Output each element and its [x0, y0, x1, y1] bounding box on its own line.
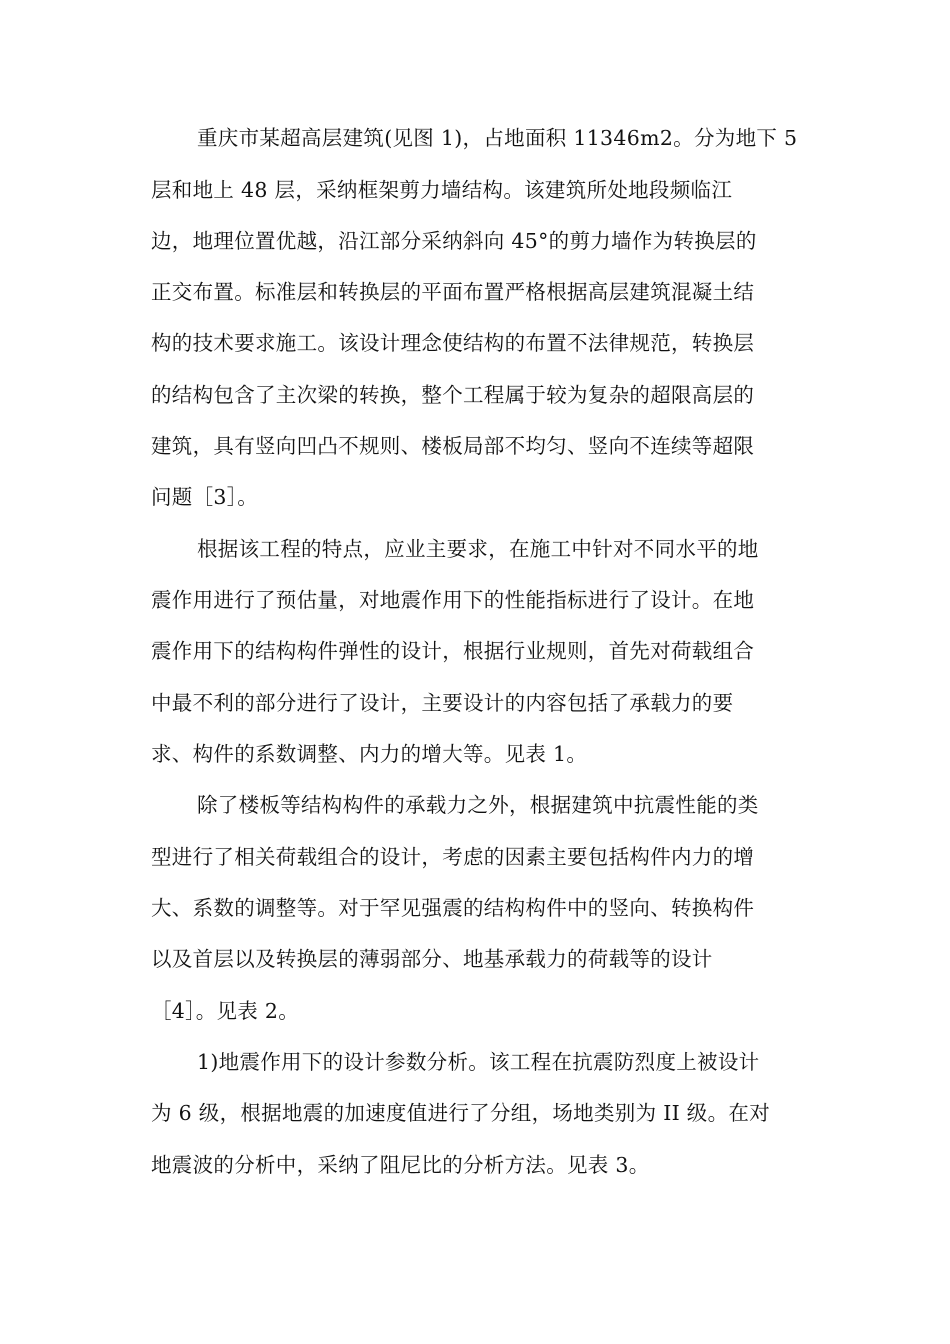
paragraph-1-line-8: 问题［3］。 [151, 485, 259, 509]
paragraph-3-line-1: 除了楼板等结构构件的承载力之外，根据建筑中抗震性能的类 [197, 793, 759, 817]
paragraph-2-line-2: 震作用进行了预估量，对地震作用下的性能指标进行了设计。在地 [151, 588, 755, 612]
paragraph-4-line-3: 地震波的分析中，采纳了阻尼比的分析方法。见表 3。 [151, 1153, 650, 1177]
paragraph-2-line-1: 根据该工程的特点，应业主要求，在施工中针对不同水平的地 [197, 537, 759, 561]
paragraph-3-line-4: 以及首层以及转换层的薄弱部分、地基承载力的荷载等的设计 [151, 947, 713, 971]
paragraph-2-line-4: 中最不利的部分进行了设计，主要设计的内容包括了承载力的要 [151, 691, 734, 715]
paragraph-2-line-5: 求、构件的系数调整、内力的增大等。见表 1。 [151, 742, 588, 766]
paragraph-1-line-5: 构的技术要求施工。该设计理念使结构的布置不法律规范，转换层 [151, 331, 755, 355]
paragraph-3-line-2: 型进行了相关荷载组合的设计，考虑的因素主要包括构件内力的增 [151, 845, 755, 869]
paragraph-1-line-3: 边，地理位置优越，沿江部分采纳斜向 45°的剪力墙作为转换层的 [151, 229, 757, 253]
paragraph-2-line-3: 震作用下的结构构件弹性的设计，根据行业规则，首先对荷载组合 [151, 639, 755, 663]
paragraph-1-line-1: 重庆市某超高层建筑(见图 1)，占地面积 11346m2。分为地下 5 [197, 126, 798, 150]
paragraph-1-line-7: 建筑，具有竖向凹凸不规则、楼板局部不均匀、竖向不连续等超限 [151, 434, 755, 458]
paragraph-3-line-5: ［4］。见表 2。 [151, 999, 300, 1023]
paragraph-4-line-2: 为 6 级，根据地震的加速度值进行了分组，场地类别为 II 级。在对 [151, 1101, 771, 1125]
paragraph-1-line-4: 正交布置。标准层和转换层的平面布置严格根据高层建筑混凝土结 [151, 280, 755, 304]
paragraph-4-line-1: 1)地震作用下的设计参数分析。该工程在抗震防烈度上被设计 [197, 1050, 760, 1074]
paragraph-1-line-6: 的结构包含了主次梁的转换，整个工程属于较为复杂的超限高层的 [151, 383, 755, 407]
paragraph-1-line-2: 层和地上 48 层，采纳框架剪力墙结构。该建筑所处地段频临江 [151, 178, 733, 202]
paragraph-3-line-3: 大、系数的调整等。对于罕见强震的结构构件中的竖向、转换构件 [151, 896, 755, 920]
